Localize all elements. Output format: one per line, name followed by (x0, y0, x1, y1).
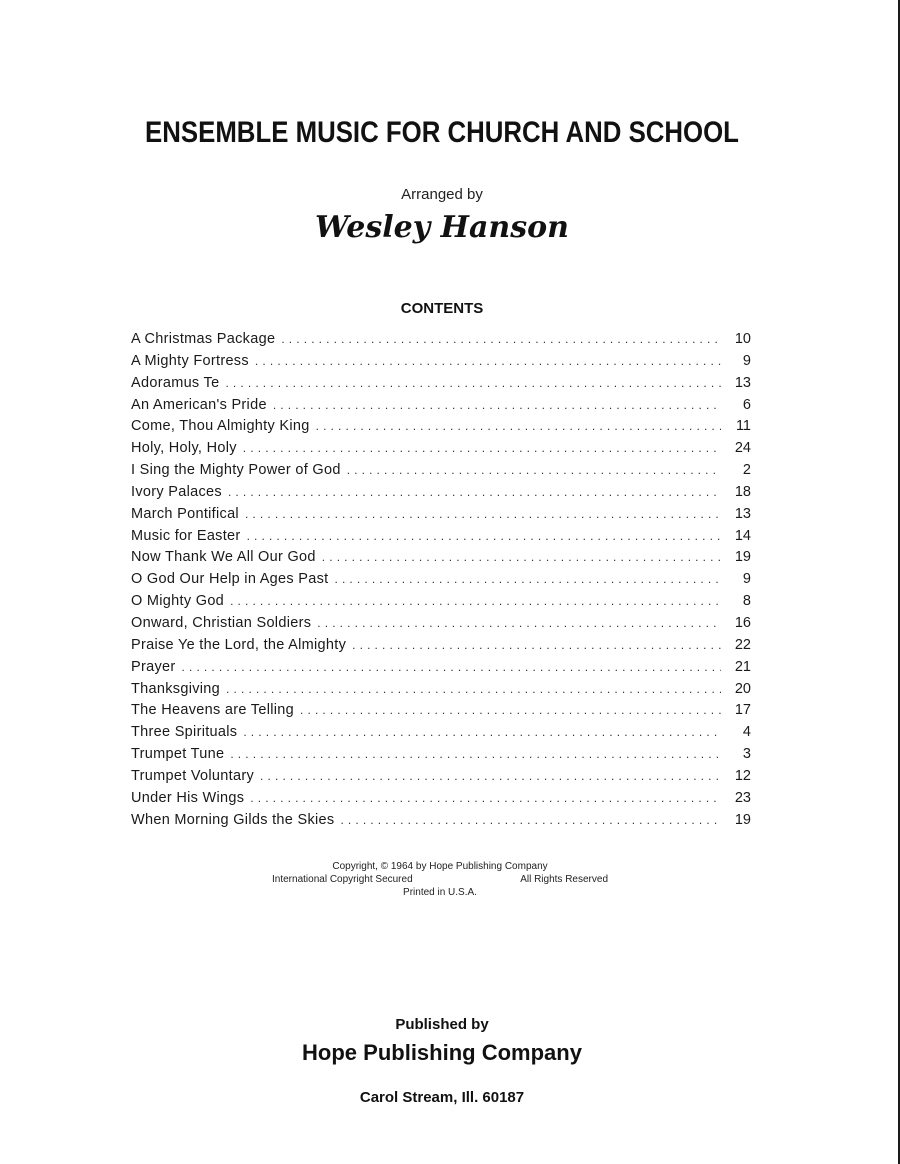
toc-entry-title: When Morning Gilds the Skies (131, 811, 335, 828)
toc-entry-page: 23 (734, 789, 751, 806)
toc-entry-title: O Mighty God (131, 593, 225, 610)
copyright-notice (272, 860, 608, 899)
toc-entry-page: 22 (734, 636, 751, 653)
toc-entry-title: Music for Easter (131, 527, 241, 544)
toc-entry-page: 11 (735, 418, 751, 435)
toc-entry-title: Holy, Holy, Holy (131, 440, 237, 457)
toc-entry (131, 440, 751, 462)
table-of-contents (131, 331, 751, 833)
toc-entry (131, 746, 751, 768)
toc-leader-dots (300, 703, 721, 717)
toc-entry (131, 768, 751, 790)
toc-entry-title: Trumpet Tune (131, 746, 225, 763)
toc-entry-title: A Christmas Package (131, 331, 276, 347)
printed-in: Printed in U.S.A. (403, 887, 477, 898)
toc-leader-dots (182, 660, 721, 674)
toc-entry (131, 637, 751, 659)
toc-entry (131, 659, 751, 681)
toc-leader-dots (317, 616, 721, 630)
toc-leader-dots (335, 572, 722, 586)
toc-entry-title: March Pontifical (131, 505, 239, 522)
toc-entry-page: 14 (734, 527, 751, 544)
toc-entry-title: Now Thank We All Our God (131, 549, 316, 566)
publisher-location: Carol Stream, Ill. 60187 (359, 1089, 525, 1106)
toc-entry (131, 528, 751, 550)
toc-entry (131, 681, 751, 703)
toc-leader-dots (273, 398, 721, 412)
contents-heading: CONTENTS (400, 300, 484, 317)
toc-entry-page: 6 (742, 396, 751, 413)
toc-leader-dots (226, 682, 721, 696)
toc-entry-title: Ivory Palaces (131, 483, 222, 500)
toc-leader-dots (352, 638, 721, 652)
toc-entry-title: A Mighty Fortress (131, 352, 249, 369)
rights-reserved: All Rights Reserved (520, 874, 608, 885)
toc-entry-title: Come, Thou Almighty King (131, 418, 310, 435)
toc-entry-page: 16 (734, 614, 751, 631)
toc-leader-dots (243, 725, 721, 739)
toc-entry-page: 24 (734, 440, 751, 457)
toc-entry-page: 2 (742, 462, 751, 479)
toc-entry (131, 484, 751, 506)
toc-entry (131, 353, 751, 375)
toc-entry-title: Onward, Christian Soldiers (131, 614, 312, 631)
copyright-rights-line (272, 873, 608, 886)
toc-entry (131, 615, 751, 637)
copyright-secured: International Copyright Secured (272, 874, 413, 885)
toc-entry-page: 9 (742, 571, 751, 588)
toc-entry-page: 17 (734, 702, 751, 719)
arranged-by-label: Arranged by (401, 186, 483, 203)
toc-leader-dots (245, 507, 721, 521)
toc-entry (131, 506, 751, 528)
toc-leader-dots (230, 747, 721, 761)
toc-entry (131, 571, 751, 593)
toc-entry (131, 418, 751, 440)
toc-leader-dots (322, 550, 721, 564)
toc-entry-page: 21 (734, 658, 751, 675)
toc-leader-dots (260, 769, 721, 783)
toc-entry-title: Adoramus Te (131, 374, 220, 391)
toc-entry-page: 9 (742, 352, 751, 369)
toc-entry-page: 18 (734, 483, 751, 500)
copyright-line: Copyright, © 1964 by Hope Publishing Company (332, 861, 548, 872)
toc-entry-title: Prayer (131, 658, 176, 675)
publisher-name: Hope Publishing Company (302, 1040, 582, 1065)
toc-entry-page: 3 (742, 746, 751, 763)
toc-leader-dots (347, 463, 721, 477)
toc-entry (131, 462, 751, 484)
toc-entry-page: 8 (742, 593, 751, 610)
toc-leader-dots (316, 419, 721, 433)
toc-entry-page: 10 (734, 331, 751, 347)
toc-entry (131, 702, 751, 724)
toc-entry-title: Three Spirituals (131, 724, 238, 741)
toc-entry (131, 397, 751, 419)
toc-entry-page: 13 (734, 374, 751, 391)
toc-entry-page: 4 (742, 724, 751, 741)
toc-entry-page: 19 (734, 549, 751, 566)
toc-leader-dots (281, 332, 721, 346)
toc-entry-title: An American's Pride (131, 396, 267, 413)
toc-leader-dots (255, 354, 721, 368)
toc-entry (131, 593, 751, 615)
toc-leader-dots (340, 813, 721, 827)
toc-entry-title: Praise Ye the Lord, the Almighty (131, 636, 347, 653)
toc-entry (131, 724, 751, 746)
toc-entry-title: The Heavens are Telling (131, 702, 295, 719)
toc-entry-page: 20 (734, 680, 751, 697)
toc-entry-title: Under His Wings (131, 789, 245, 806)
toc-entry (131, 331, 751, 353)
toc-leader-dots (250, 791, 721, 805)
toc-entry-title: Trumpet Voluntary (131, 767, 255, 784)
toc-entry-page: 19 (734, 811, 751, 828)
arranger-name: Wesley Hanson (315, 210, 569, 245)
toc-entry-title: O God Our Help in Ages Past (131, 571, 329, 588)
toc-entry (131, 375, 751, 397)
toc-entry (131, 790, 751, 812)
toc-entry-title: I Sing the Mighty Power of God (131, 462, 341, 479)
toc-leader-dots (243, 441, 721, 455)
book-title: ENSEMBLE MUSIC FOR CHURCH AND SCHOOL (145, 116, 739, 149)
toc-leader-dots (230, 594, 721, 608)
toc-leader-dots (228, 485, 721, 499)
toc-entry-page: 12 (734, 767, 751, 784)
toc-entry (131, 549, 751, 571)
published-by-label: Published by (395, 1016, 489, 1033)
toc-entry-page: 13 (734, 505, 751, 522)
toc-leader-dots (247, 529, 721, 543)
toc-entry (131, 812, 751, 834)
toc-entry-title: Thanksgiving (131, 680, 221, 697)
toc-leader-dots (225, 376, 721, 390)
